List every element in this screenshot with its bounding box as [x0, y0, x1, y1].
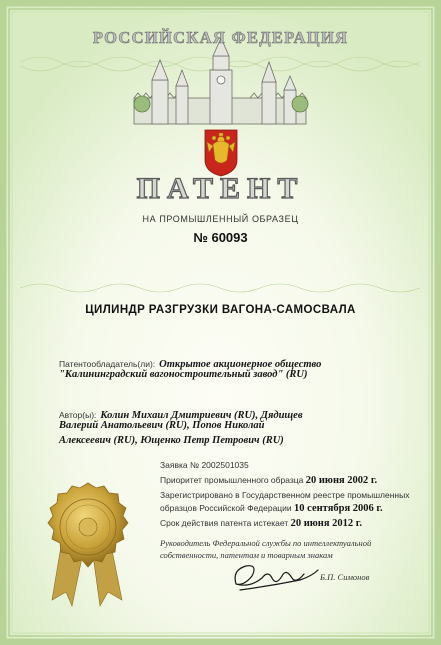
authors-names-line-1: Колин Михаил Дмитриевич (RU), Дядищев — [100, 410, 303, 421]
owner-name-line-1: Открытое акционерное общество — [159, 359, 322, 370]
expiry-line — [160, 518, 362, 529]
priority-date: 20 июня 2002 г. — [305, 475, 378, 486]
signatory-position-line-2: собственности, патентам и товарным знакам — [160, 550, 333, 560]
registered-label-line-1: Зарегистрировано в Государственном реестре промышленных — [160, 490, 410, 500]
country-header: РОССИЙСКАЯ ФЕДЕРАЦИЯ — [92, 28, 349, 47]
patent-number: № 60093 — [193, 230, 248, 245]
priority-line — [160, 475, 377, 486]
registered-label-line-2: образцов Российской Федерации — [160, 503, 292, 513]
application-number: Заявка № 2002501035 — [160, 460, 249, 470]
registered-line-2 — [160, 503, 383, 514]
document-subtype: НА ПРОМЫШЛЕННЫЙ ОБРАЗЕЦ — [142, 214, 299, 224]
expiry-label: Срок действия патента истекает — [160, 518, 289, 528]
signatory-position-line-1: Руководитель Федеральной службы по интеллектуальной — [160, 538, 372, 548]
document-type-title: ПАТЕНТ — [136, 172, 305, 205]
authors-names-line-2: Валерий Анатольевич (RU), Попов Николай — [59, 420, 265, 431]
authors-label: Автор(ы): — [59, 410, 97, 420]
registered-date: 10 сентября 2006 г. — [294, 503, 383, 514]
owner-name-line-2: "Калининградский вагоностроительный завод" (RU) — [59, 369, 308, 380]
coat-of-arms-emblem — [205, 130, 237, 176]
expiry-date: 20 июня 2012 г. — [290, 518, 362, 529]
authors-names-line-3: Алексеевич (RU), Ющенко Петр Петрович (RU) — [59, 435, 284, 446]
design-title: ЦИЛИНДР РАЗГРУЗКИ ВАГОНА-САМОСВАЛА — [85, 304, 356, 316]
signatory-name: Б.П. Симонов — [320, 572, 370, 582]
owner-label: Патентообладатель(ли): — [59, 359, 156, 369]
priority-label: Приоритет промышленного образца — [160, 475, 304, 485]
